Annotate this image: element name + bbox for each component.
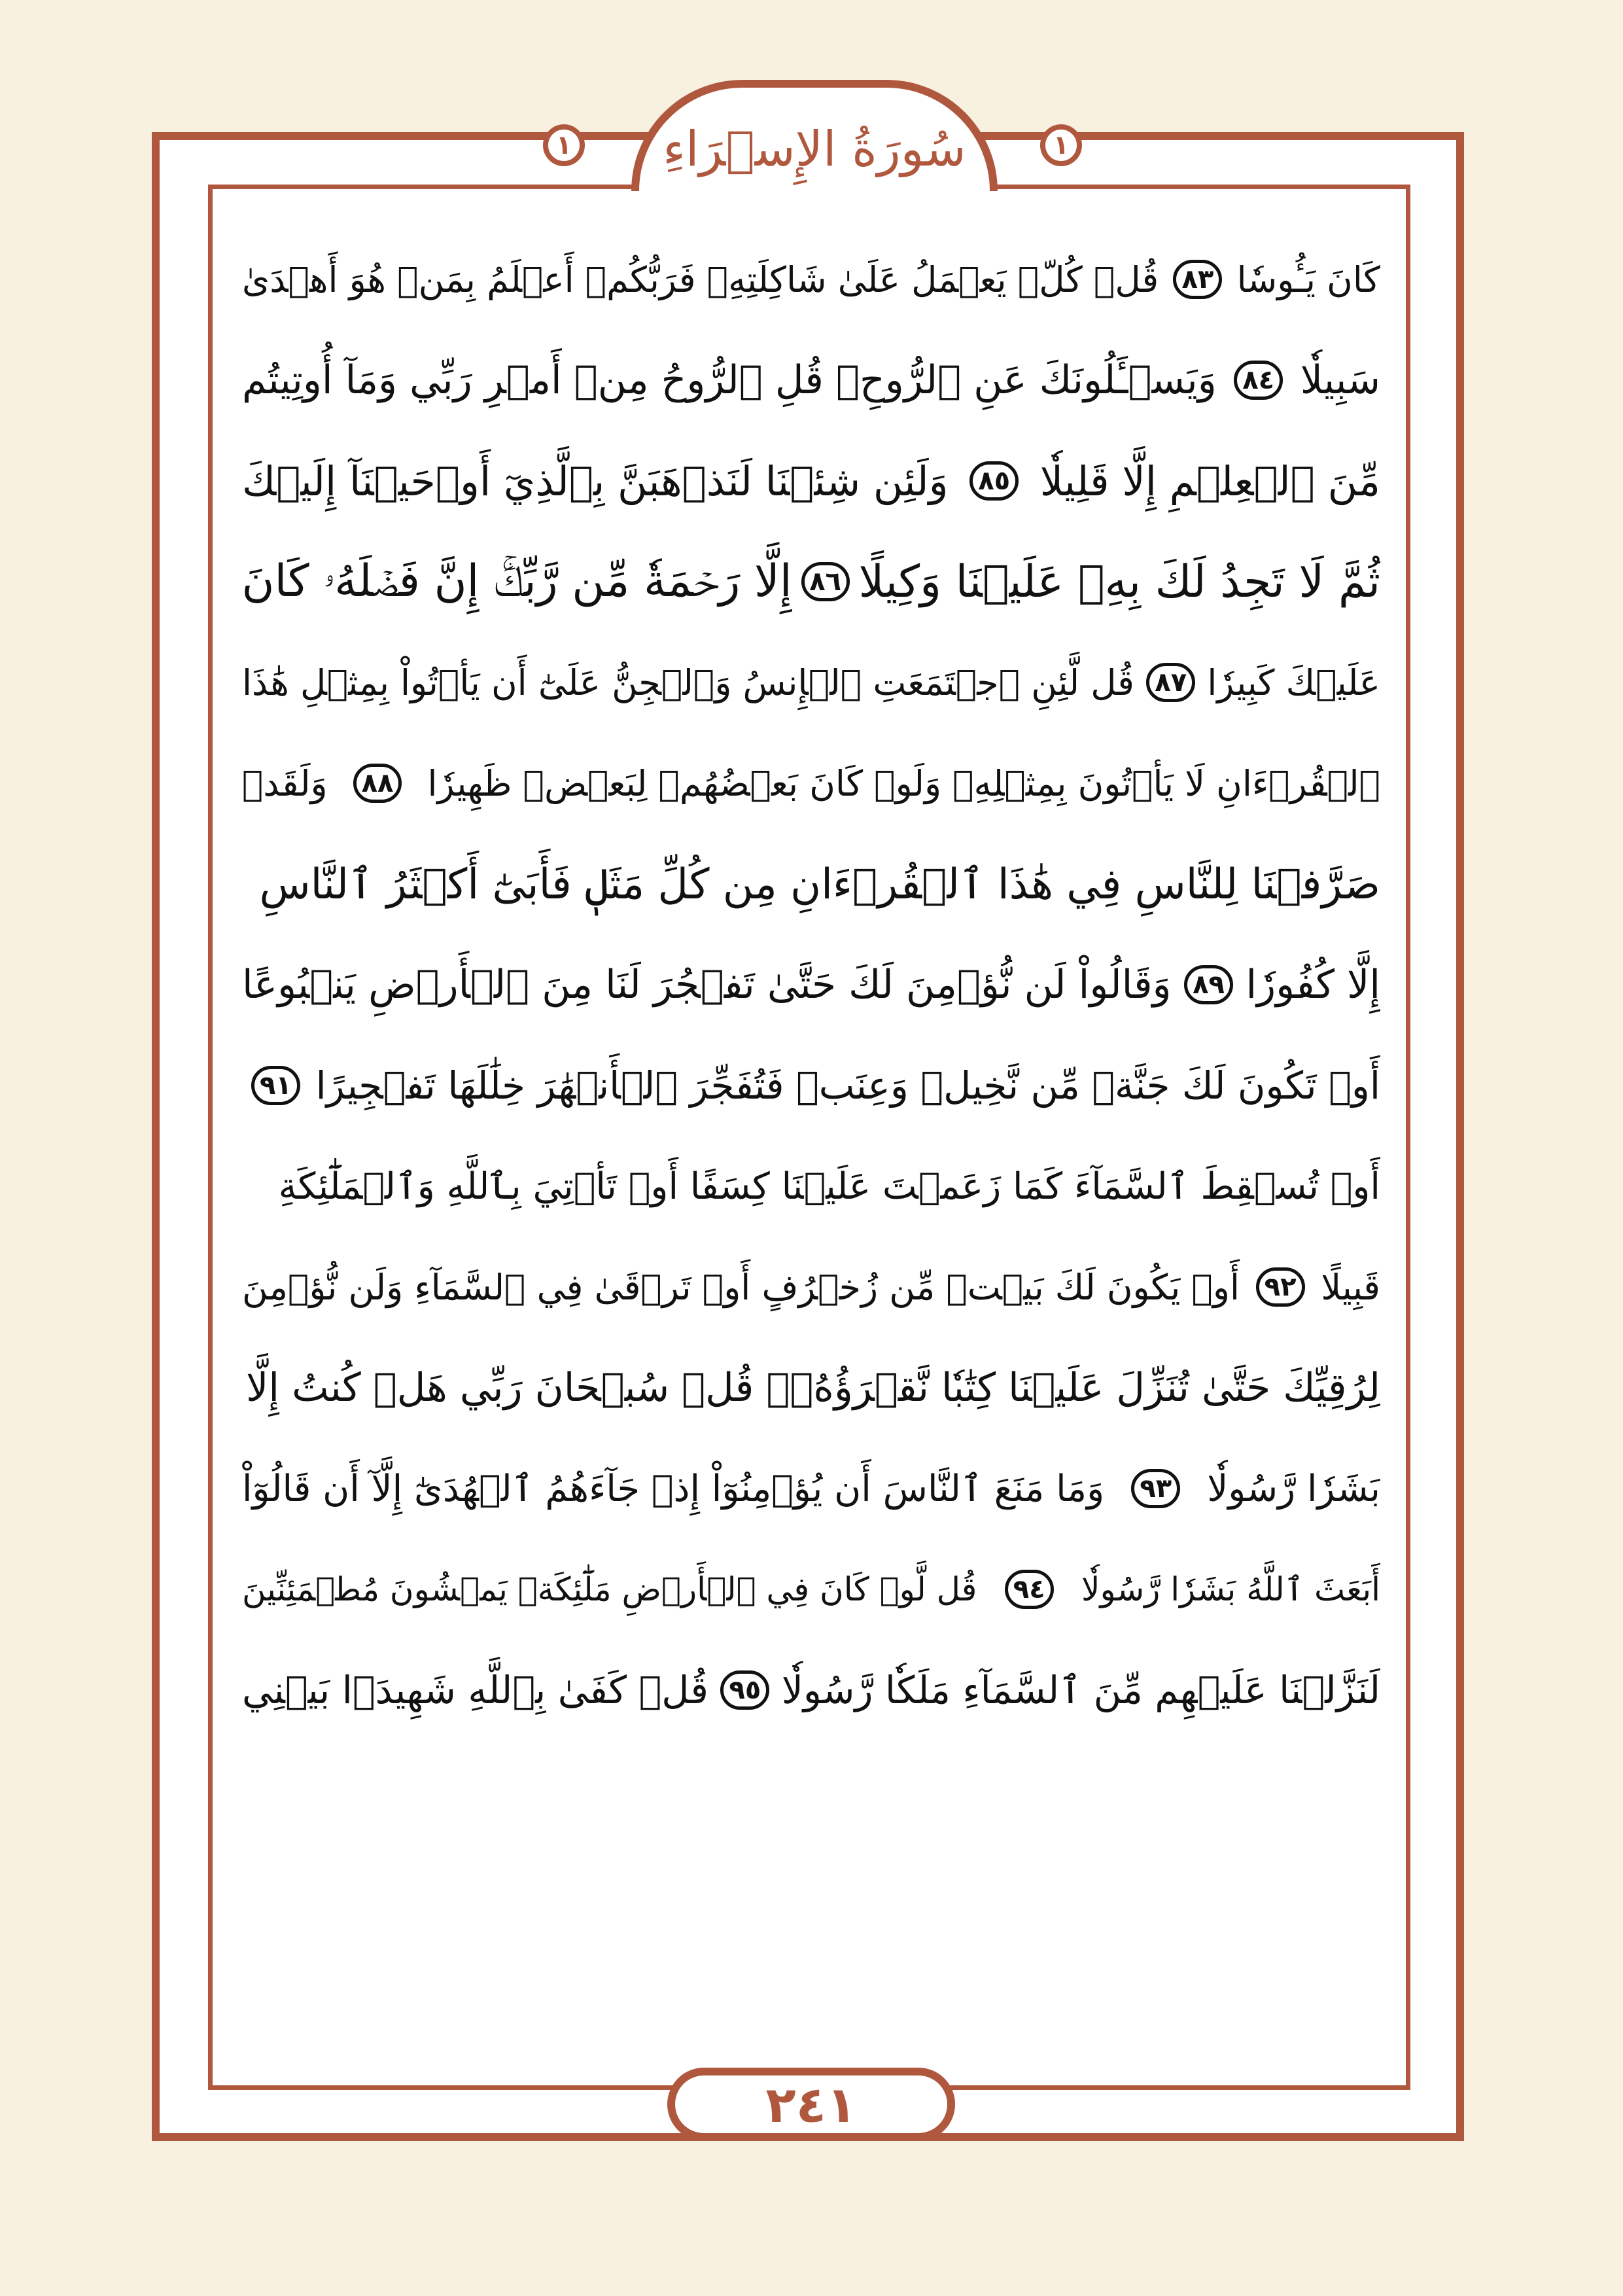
text-line <box>242 531 1380 632</box>
text-line <box>242 632 1380 733</box>
line-text-after: وَلَقَدۡ <box>242 762 328 804</box>
verse-number-marker: ٨٤ <box>1234 361 1283 400</box>
text-line <box>242 733 1380 834</box>
line-text-before: كَانَ يَـُٔوسٗا <box>1236 258 1380 300</box>
text-line <box>242 1640 1380 1740</box>
text-line <box>242 1136 1380 1237</box>
line-text-before: أَبَعَثَ ٱللَّهُ بَشَرٗا رَّسُولٗا <box>1081 1570 1380 1608</box>
line-text-before: لِرُقِيِّكَ حَتَّىٰ تُنَزِّلَ عَلَيۡنَا كِتَٰبٗا نَّقۡرَؤُهُۥۗ قُلۡ سُبۡحَانَ رَبِّي هَلۡ كُنتُ إِلَّا <box>246 1365 1380 1411</box>
line-text-after: وَمَا مَنَعَ ٱلنَّاسَ أَن يُؤۡمِنُوٓاْ إِذۡ جَآءَهُمُ ٱلۡهُدَىٰٓ إِلَّآ أَن قَالُوٓاْ <box>242 1467 1105 1510</box>
text-line <box>242 834 1380 934</box>
verse-number-marker: ٩٥ <box>720 1670 769 1710</box>
line-text-after: إِلَّا رَحۡمَةٗ مِّن رَّبِّكَۚ إِنَّ فَضۡلَهُۥ كَانَ <box>242 556 792 607</box>
ornament-glyph: ۱ <box>555 130 572 160</box>
line-text-before: إِلَّا كُفُورٗا <box>1246 962 1380 1008</box>
footer-cartouche <box>667 2068 955 2141</box>
verse-number-marker: ٨٧ <box>1146 663 1195 702</box>
verse-number-marker: ٩١ <box>251 1066 300 1105</box>
text-line <box>242 1237 1380 1337</box>
line-text-before: أَوۡ تُسۡقِطَ ٱلسَّمَآءَ كَمَا زَعَمۡتَ عَلَيۡنَا كِسَفًا أَوۡ تَأۡتِيَ بِٱللَّهِ وَٱلۡمَلَٰٓئِكَةِ <box>278 1165 1380 1208</box>
verse-number-marker: ٩٤ <box>1005 1570 1054 1609</box>
header-cartouche <box>631 80 998 191</box>
line-text-after: قُل لَّوۡ كَانَ فِي ٱلۡأَرۡضِ مَلَٰٓئِكَةٞ يَمۡشُونَ مُطۡمَئِنِّينَ <box>242 1570 977 1608</box>
text-line <box>242 1438 1380 1539</box>
text-line <box>242 1337 1380 1438</box>
line-text-before: سَبِيلٗا <box>1300 357 1380 403</box>
verse-number-marker: ٨٣ <box>1173 260 1222 299</box>
text-line <box>242 229 1380 330</box>
text-line <box>242 431 1380 531</box>
header-ornament-left <box>543 124 585 166</box>
verse-number-marker: ٩٣ <box>1131 1469 1180 1508</box>
verse-number-marker: ٨٥ <box>969 461 1019 501</box>
verse-number-marker: ٨٨ <box>353 764 402 803</box>
line-text-before: صَرَّفۡنَا لِلنَّاسِ فِي هَٰذَا ٱلۡقُرۡءَانِ مِن كُلِّ مَثَلٖ فَأَبَىٰٓ أَكۡثَرُ ٱلنَّاسِ <box>259 860 1380 909</box>
line-text-before: ثُمَّ لَا تَجِدُ لَكَ بِهِۦ عَلَيۡنَا وَكِيلًا <box>858 556 1380 608</box>
line-text-after: وَلَئِن شِئۡنَا لَنَذۡهَبَنَّ بِٱلَّذِيٓ أَوۡحَيۡنَآ إِلَيۡكَ <box>242 457 949 505</box>
text-line <box>242 1035 1380 1136</box>
line-text-after: وَقَالُواْ لَن نُّؤۡمِنَ لَكَ حَتَّىٰ تَفۡجُرَ لَنَا مِنَ ٱلۡأَرۡضِ يَنۢبُوعًا <box>242 962 1172 1008</box>
header-ornament-right <box>1040 124 1082 166</box>
text-line <box>242 330 1380 431</box>
text-line <box>242 1539 1380 1640</box>
line-text-before: مِّنَ ٱلۡعِلۡمِ إِلَّا قَلِيلٗا <box>1039 457 1380 505</box>
verse-number-marker: ٨٩ <box>1184 965 1233 1004</box>
text-line <box>242 934 1380 1035</box>
quran-text-block <box>242 229 1380 2035</box>
line-text-after: قُلۡ كَفَىٰ بِٱللَّهِ شَهِيدَۢا بَيۡنِي <box>242 1668 708 1712</box>
ornament-glyph: ۱ <box>1053 130 1070 160</box>
line-text-after: قُل لَّئِنِ ٱجۡتَمَعَتِ ٱلۡإِنسُ وَٱلۡجِنُّ عَلَىٰٓ أَن يَأۡتُواْ بِمِثۡلِ هَٰذَا <box>242 662 1134 703</box>
verse-number-marker: ٨٦ <box>801 562 850 601</box>
line-text-after: قُلۡ كُلّٞ يَعۡمَلُ عَلَىٰ شَاكِلَتِهِۦ فَرَبُّكُمۡ أَعۡلَمُ بِمَنۡ هُوَ أَهۡدَىٰ <box>242 258 1159 300</box>
verse-number-marker: ٩٢ <box>1256 1267 1305 1307</box>
page-number: ٢٤١ <box>765 2075 857 2134</box>
line-text-before: بَشَرٗا رَّسُولٗا <box>1207 1467 1380 1510</box>
line-text-before: أَوۡ تَكُونَ لَكَ جَنَّةٞ مِّن نَّخِيلٖ وَعِنَبٖ فَتُفَجِّرَ ٱلۡأَنۡهَٰرَ خِلَٰلَهَا تَفۡجِيرًا <box>315 1063 1380 1108</box>
line-text-before: ٱلۡقُرۡءَانِ لَا يَأۡتُونَ بِمِثۡلِهِۦ وَلَوۡ كَانَ بَعۡضُهُمۡ لِبَعۡضٖ ظَهِيرٗا <box>427 762 1380 804</box>
line-text-before: عَلَيۡكَ كَبِيرٗا <box>1207 662 1380 703</box>
line-text-after: أَوۡ يَكُونَ لَكَ بَيۡتٞ مِّن زُخۡرُفٍ أَوۡ تَرۡقَىٰ فِي ٱلسَّمَآءِ وَلَن نُّؤۡمِنَ <box>242 1266 1240 1308</box>
line-text-before: لَنَزَّلۡنَا عَلَيۡهِم مِّنَ ٱلسَّمَآءِ مَلَكٗا رَّسُولٗا <box>781 1668 1380 1712</box>
line-text-after: وَيَسۡـَٔلُونَكَ عَنِ ٱلرُّوحِۖ قُلِ ٱلرُّوحُ مِنۡ أَمۡرِ رَبِّي وَمَآ أُوتِيتُم <box>242 357 1217 403</box>
line-text-before: قَبِيلًا <box>1321 1266 1380 1308</box>
surah-title: سُورَةُ الإِسۡرَاءِ <box>663 121 966 177</box>
